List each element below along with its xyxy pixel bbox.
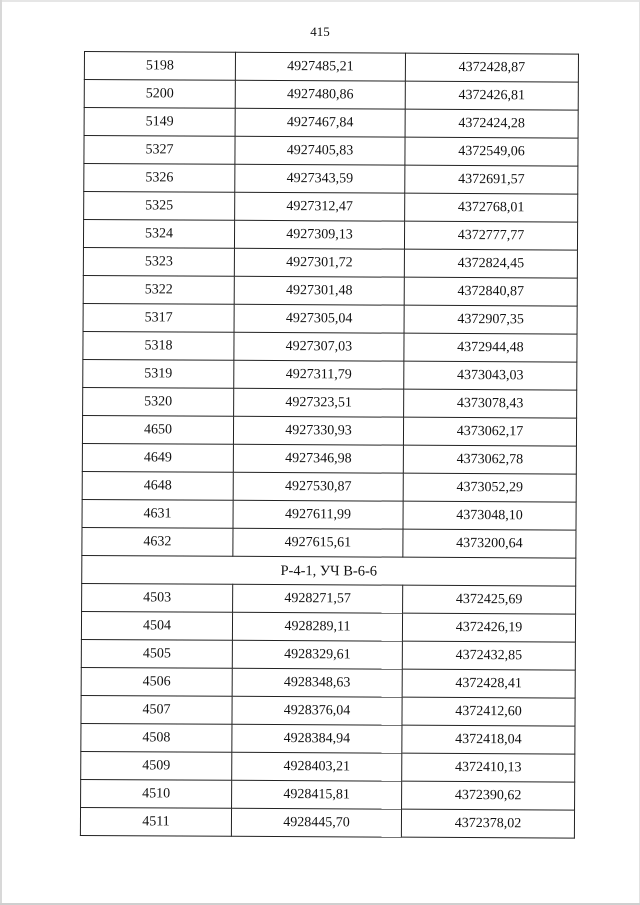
coordinates-table bbox=[80, 51, 579, 839]
table-row bbox=[82, 471, 576, 502]
table-row bbox=[82, 583, 576, 614]
y-coordinate-cell: 4372691,57 bbox=[405, 165, 578, 194]
x-coordinate-cell: 4927312,47 bbox=[235, 192, 405, 221]
table-row bbox=[83, 331, 577, 362]
table-row bbox=[84, 164, 578, 195]
x-coordinate-cell: 4928289,11 bbox=[232, 612, 402, 641]
x-coordinate-cell: 4927611,99 bbox=[233, 500, 403, 529]
scan-edge-left bbox=[0, 0, 2, 905]
table-row bbox=[83, 387, 577, 418]
table-row bbox=[84, 52, 578, 83]
x-coordinate-cell: 4928415,81 bbox=[232, 780, 402, 809]
point-number-cell: 5317 bbox=[83, 303, 234, 332]
section-label: Р-4-1, УЧ В-6-6 bbox=[82, 555, 576, 586]
table-row bbox=[81, 667, 575, 698]
x-coordinate-cell: 4927530,87 bbox=[233, 472, 403, 501]
table-row bbox=[81, 751, 575, 782]
y-coordinate-cell: 4372907,35 bbox=[404, 305, 577, 334]
x-coordinate-cell: 4928271,57 bbox=[233, 584, 403, 613]
x-coordinate-cell: 4927307,03 bbox=[234, 332, 404, 361]
scan-edge-top bbox=[0, 0, 640, 2]
point-number-cell: 4505 bbox=[81, 639, 232, 668]
y-coordinate-cell: 4372777,77 bbox=[404, 221, 577, 250]
point-number-cell: 4632 bbox=[82, 527, 233, 556]
y-coordinate-cell: 4373078,43 bbox=[404, 389, 577, 418]
x-coordinate-cell: 4927301,72 bbox=[234, 248, 404, 277]
x-coordinate-cell: 4927480,86 bbox=[235, 80, 405, 109]
point-number-cell: 4649 bbox=[82, 443, 233, 472]
table-row bbox=[80, 807, 574, 838]
x-coordinate-cell: 4928384,94 bbox=[232, 724, 402, 753]
y-coordinate-cell: 4373062,17 bbox=[403, 417, 576, 446]
table-row bbox=[81, 723, 575, 754]
x-coordinate-cell: 4927311,79 bbox=[234, 360, 404, 389]
y-coordinate-cell: 4372390,62 bbox=[402, 781, 575, 810]
y-coordinate-cell: 4373062,78 bbox=[403, 445, 576, 474]
y-coordinate-cell: 4372425,69 bbox=[403, 585, 576, 614]
x-coordinate-cell: 4927405,83 bbox=[235, 136, 405, 165]
point-number-cell: 5149 bbox=[84, 108, 235, 137]
y-coordinate-cell: 4373052,29 bbox=[403, 473, 576, 502]
y-coordinate-cell: 4373200,64 bbox=[403, 529, 576, 558]
table-row bbox=[83, 275, 577, 306]
y-coordinate-cell: 4372824,45 bbox=[404, 249, 577, 278]
point-number-cell: 5323 bbox=[83, 247, 234, 276]
y-coordinate-cell: 4372428,41 bbox=[402, 669, 575, 698]
point-number-cell: 5322 bbox=[83, 275, 234, 304]
table-row bbox=[82, 415, 576, 446]
y-coordinate-cell: 4372944,48 bbox=[404, 333, 577, 362]
x-coordinate-cell: 4927485,21 bbox=[235, 52, 405, 81]
y-coordinate-cell: 4372424,28 bbox=[405, 109, 578, 138]
table-row bbox=[84, 192, 578, 223]
table-row bbox=[83, 303, 577, 334]
x-coordinate-cell: 4928329,61 bbox=[232, 640, 402, 669]
point-number-cell: 4504 bbox=[81, 611, 232, 640]
point-number-cell: 4511 bbox=[80, 807, 231, 836]
section-header-row bbox=[82, 555, 576, 586]
table-row bbox=[81, 779, 575, 810]
point-number-cell: 5320 bbox=[83, 387, 234, 416]
x-coordinate-cell: 4927615,61 bbox=[233, 528, 403, 557]
point-number-cell: 4509 bbox=[81, 751, 232, 780]
x-coordinate-cell: 4927346,98 bbox=[233, 444, 403, 473]
point-number-cell: 5326 bbox=[84, 164, 235, 193]
table-row bbox=[81, 611, 575, 642]
point-number-cell: 4631 bbox=[82, 499, 233, 528]
point-number-cell: 4510 bbox=[81, 779, 232, 808]
point-number-cell: 4506 bbox=[81, 667, 232, 696]
y-coordinate-cell: 4372840,87 bbox=[404, 277, 577, 306]
y-coordinate-cell: 4372378,02 bbox=[401, 809, 574, 838]
y-coordinate-cell: 4372418,04 bbox=[402, 725, 575, 754]
x-coordinate-cell: 4927323,51 bbox=[234, 388, 404, 417]
table-row bbox=[83, 359, 577, 390]
point-number-cell: 5319 bbox=[83, 359, 234, 388]
table-row bbox=[84, 108, 578, 139]
page-number: 415 bbox=[310, 24, 330, 39]
y-coordinate-cell: 4372410,13 bbox=[402, 753, 575, 782]
point-number-cell: 5200 bbox=[84, 80, 235, 109]
x-coordinate-cell: 4927467,84 bbox=[235, 108, 405, 137]
x-coordinate-cell: 4927330,93 bbox=[233, 416, 403, 445]
y-coordinate-cell: 4372428,87 bbox=[405, 53, 578, 82]
x-coordinate-cell: 4927305,04 bbox=[234, 304, 404, 333]
x-coordinate-cell: 4927343,59 bbox=[235, 164, 405, 193]
point-number-cell: 4648 bbox=[82, 471, 233, 500]
table-row bbox=[81, 639, 575, 670]
y-coordinate-cell: 4373043,03 bbox=[404, 361, 577, 390]
y-coordinate-cell: 4372412,60 bbox=[402, 697, 575, 726]
coordinates-table-body bbox=[80, 52, 578, 839]
table-row bbox=[83, 220, 577, 251]
table-row bbox=[82, 443, 576, 474]
table-row bbox=[84, 136, 578, 167]
point-number-cell: 5325 bbox=[84, 192, 235, 221]
point-number-cell: 5198 bbox=[84, 52, 235, 81]
point-number-cell: 4503 bbox=[82, 583, 233, 612]
table-row bbox=[82, 527, 576, 558]
x-coordinate-cell: 4928348,63 bbox=[232, 668, 402, 697]
point-number-cell: 5324 bbox=[83, 220, 234, 249]
x-coordinate-cell: 4928376,04 bbox=[232, 696, 402, 725]
y-coordinate-cell: 4372768,01 bbox=[405, 193, 578, 222]
x-coordinate-cell: 4927301,48 bbox=[234, 276, 404, 305]
table-row bbox=[83, 247, 577, 278]
y-coordinate-cell: 4372549,06 bbox=[405, 137, 578, 166]
point-number-cell: 5327 bbox=[84, 136, 235, 165]
point-number-cell: 4650 bbox=[82, 415, 233, 444]
table-row bbox=[82, 499, 576, 530]
table-row bbox=[84, 80, 578, 111]
table-row bbox=[81, 695, 575, 726]
point-number-cell: 5318 bbox=[83, 331, 234, 360]
y-coordinate-cell: 4372426,19 bbox=[402, 613, 575, 642]
point-number-cell: 4507 bbox=[81, 695, 232, 724]
x-coordinate-cell: 4928445,70 bbox=[231, 808, 401, 837]
y-coordinate-cell: 4372426,81 bbox=[405, 81, 578, 110]
y-coordinate-cell: 4373048,10 bbox=[403, 501, 576, 530]
x-coordinate-cell: 4928403,21 bbox=[232, 752, 402, 781]
x-coordinate-cell: 4927309,13 bbox=[234, 220, 404, 249]
y-coordinate-cell: 4372432,85 bbox=[402, 641, 575, 670]
point-number-cell: 4508 bbox=[81, 723, 232, 752]
